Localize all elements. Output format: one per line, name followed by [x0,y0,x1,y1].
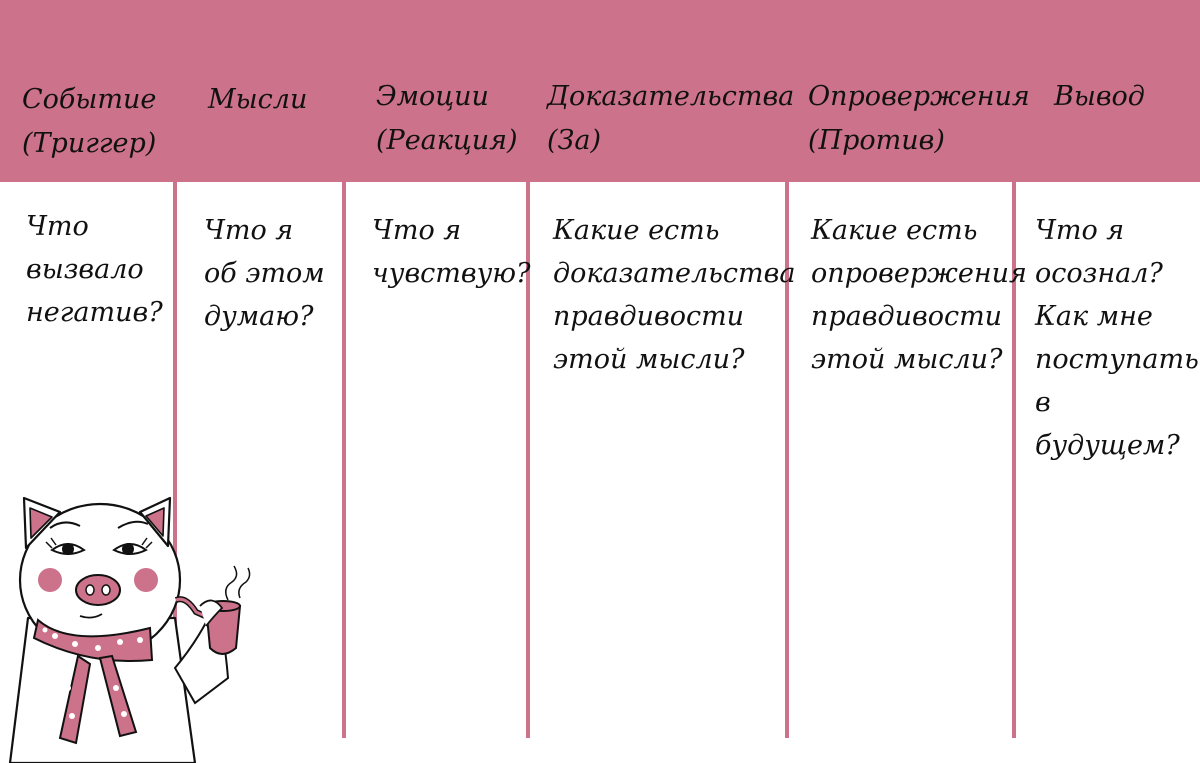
column-prompt-conclusion: Что я осознал? Как мне поступать в будущем? [1035,215,1199,461]
column-header-evidence-for: Доказательства (За) [547,81,795,156]
pig-with-pipe-and-bow-icon [0,488,270,763]
column-header-conclusion: Вывод [1054,81,1145,112]
column-divider [342,182,346,738]
column-header-event: Событие (Триггер) [22,84,157,159]
column-prompt-evidence-for: Какие есть доказательства правдивости этой мысли? [553,215,796,375]
column-prompt-evidence-against: Какие есть опровержения правдивости этой мысли? [811,215,1027,375]
column-prompt-emotions: Что я чувствую? [372,215,531,289]
column-prompt-thoughts: Что я об этом думаю? [204,215,325,332]
column-prompt-event: Что вызвало негатив? [26,211,163,328]
column-header-thoughts: Мысли [208,84,308,115]
column-header-evidence-against: Опровержения (Против) [808,81,1030,156]
column-header-emotions: Эмоции (Реакция) [376,81,518,156]
